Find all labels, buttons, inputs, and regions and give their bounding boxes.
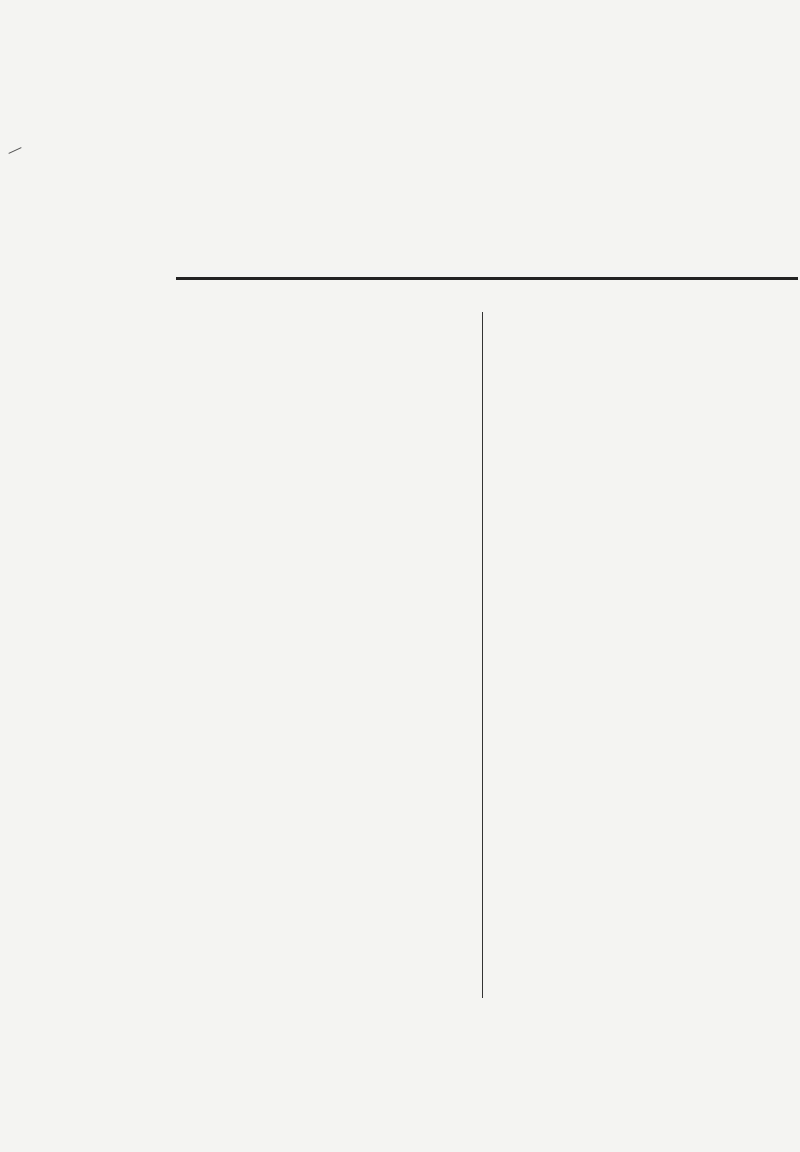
section-divider bbox=[176, 277, 798, 280]
margin-mark bbox=[8, 147, 21, 154]
column-separator bbox=[482, 312, 483, 998]
running-header bbox=[176, 26, 716, 57]
